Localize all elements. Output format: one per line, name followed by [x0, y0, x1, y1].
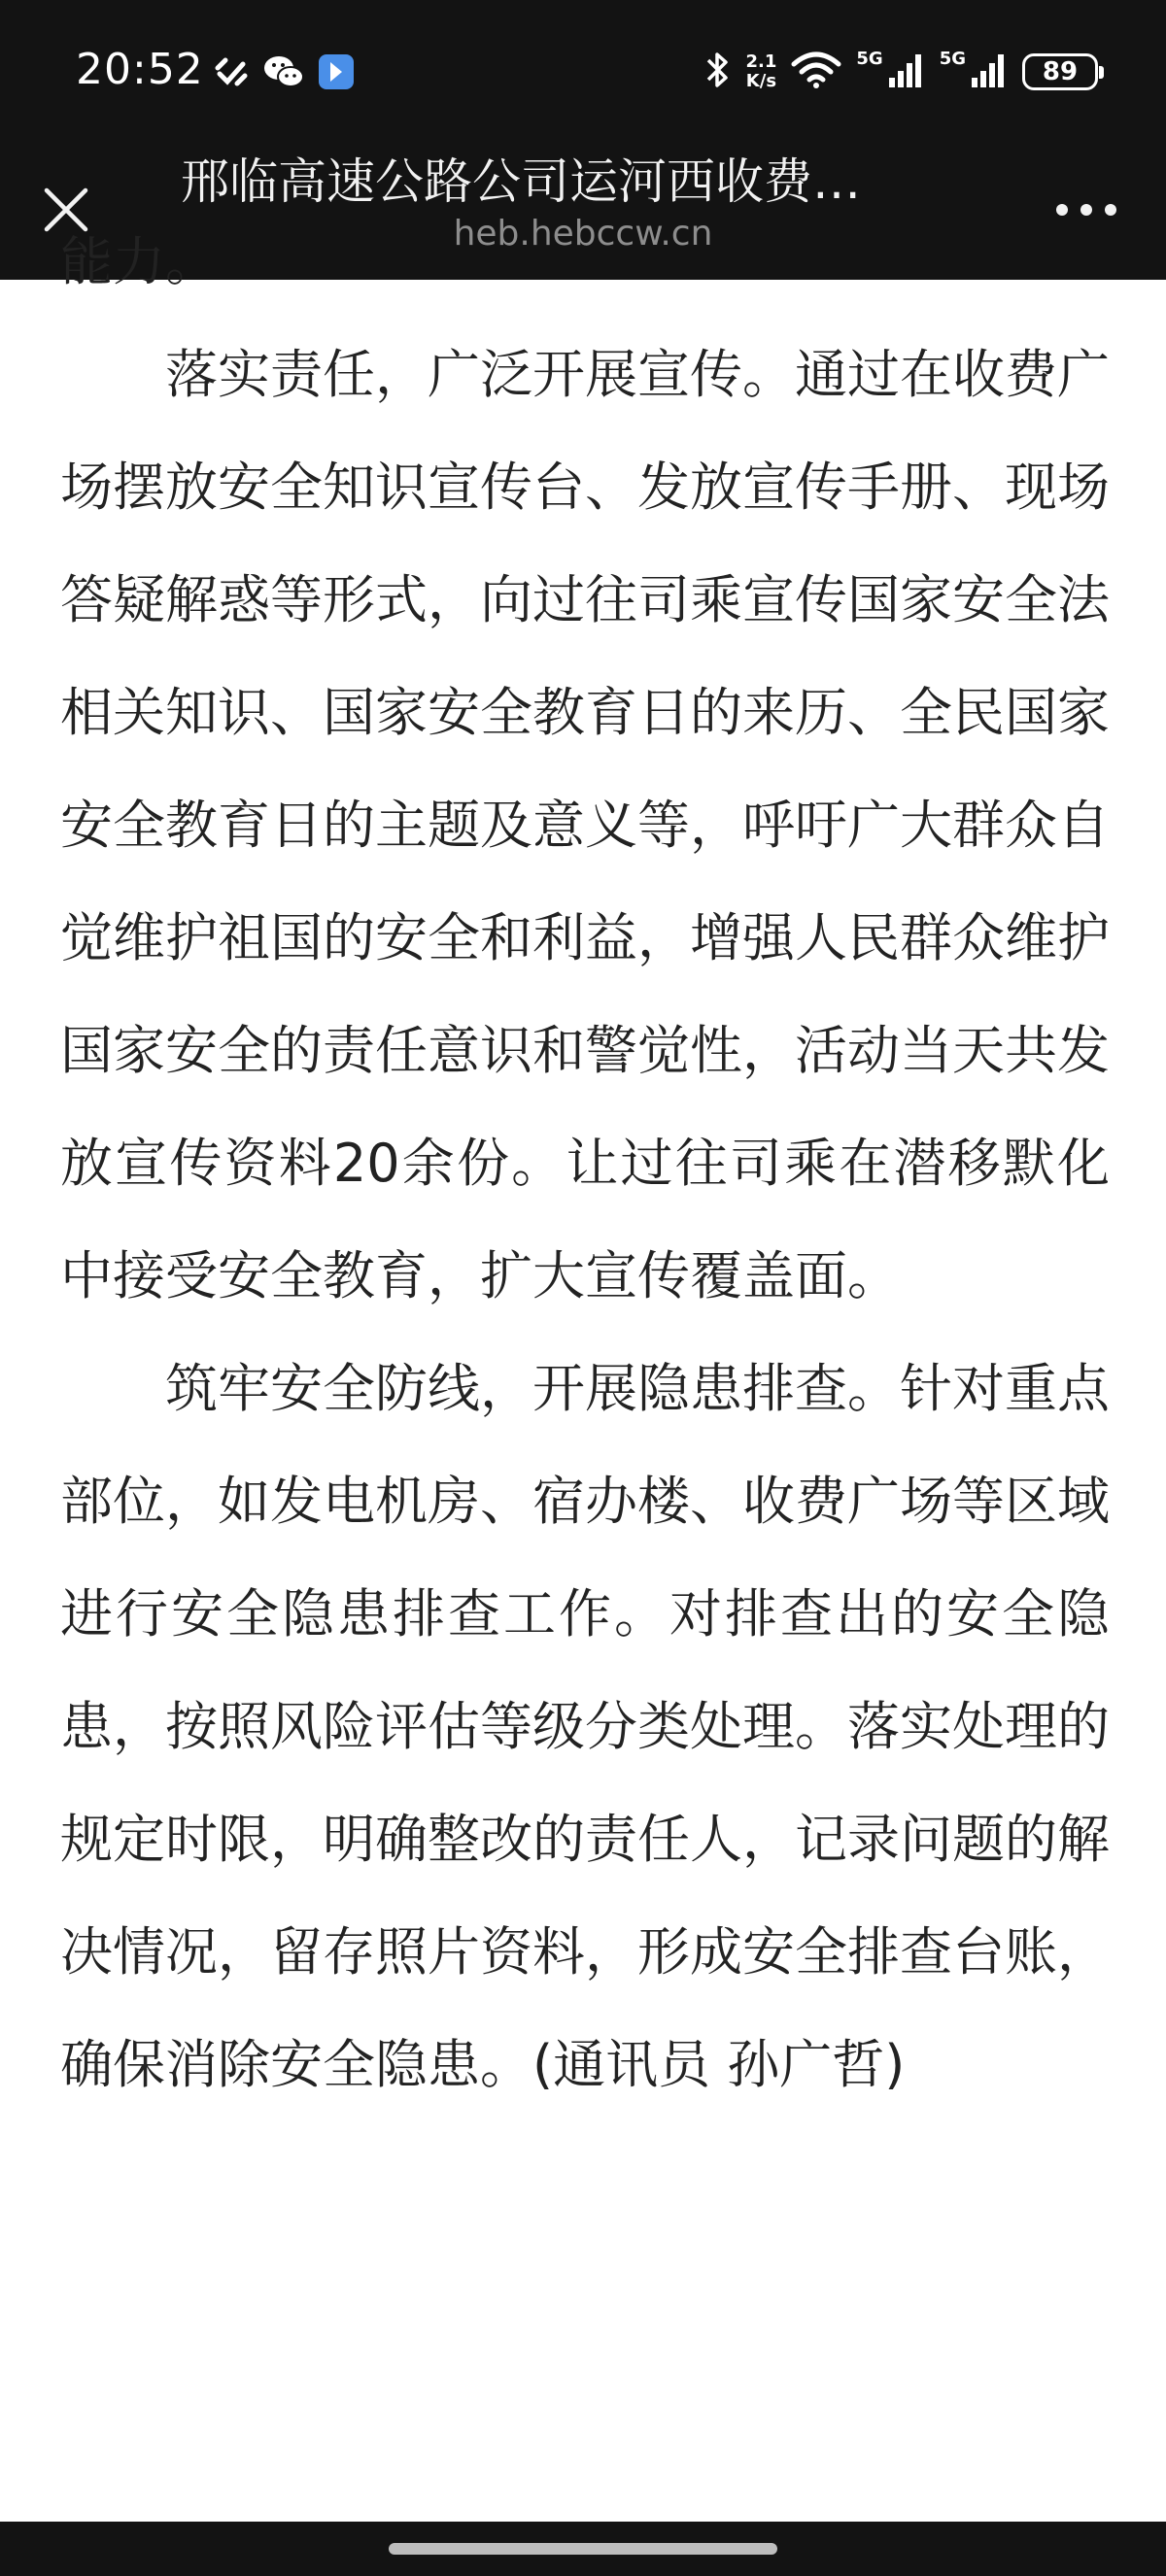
net-speed-value: 2.1 [745, 51, 777, 72]
previous-paragraph-tail: 能力。 [60, 231, 218, 292]
home-indicator[interactable] [389, 2543, 777, 2555]
status-bar [0, 0, 1166, 146]
battery-level: 89 [1042, 57, 1079, 86]
notification-icons [212, 52, 356, 95]
app-notification-icon [317, 52, 356, 95]
article-paragraph: 落实责任，广泛开展宣传。通过在收费广场摆放安全知识宣传台、发放宣传手册、现场答疑解惑等形式，向过往司乘宣传国家安全法相关知识、国家安全教育日的来历、全民国家安全教育日的主题及意义等，呼吁广大群众自觉维护祖国的安全和利益，增强人民群众维护国家安全的责任意识和警觉性，活动当天共发放宣传资料20余份。让过往司乘在潜移默化中接受安全教育，扩大宣传覆盖面。 [60, 344, 1110, 1306]
bluetooth-icon [703, 49, 732, 95]
navigation-bar [0, 2522, 1166, 2576]
signal-icon [970, 51, 1009, 93]
signal-icon [887, 51, 926, 93]
wechat-icon [262, 52, 305, 95]
net-speed-unit: K/s [745, 71, 777, 91]
net-speed [745, 52, 776, 91]
wifi-icon [790, 51, 842, 93]
article-paragraph: 筑牢安全防线，开展隐患排查。针对重点部位，如发电机房、宿办楼、收费广场等区域进行安全隐患排查工作。对排查出的安全隐患，按照风险评估等级分类处理。落实处理的规定时限，明确整改的责任人，记录问题的解决情况，留存照片资料，形成安全排查台账，确保消除安全隐患。(通讯员 孙广哲) [60, 1358, 1110, 2095]
network-type-label-2: 5G [939, 49, 966, 69]
system-icons [703, 49, 1098, 95]
status-time: 20:52 [76, 45, 204, 94]
battery-icon [1022, 53, 1098, 90]
link-icon [212, 52, 251, 95]
page-domain: heb.hebccw.cn [453, 214, 713, 254]
network-type-label: 5G [856, 49, 883, 69]
page-title: 邢临高速公路公司运河西收费… [181, 153, 861, 210]
